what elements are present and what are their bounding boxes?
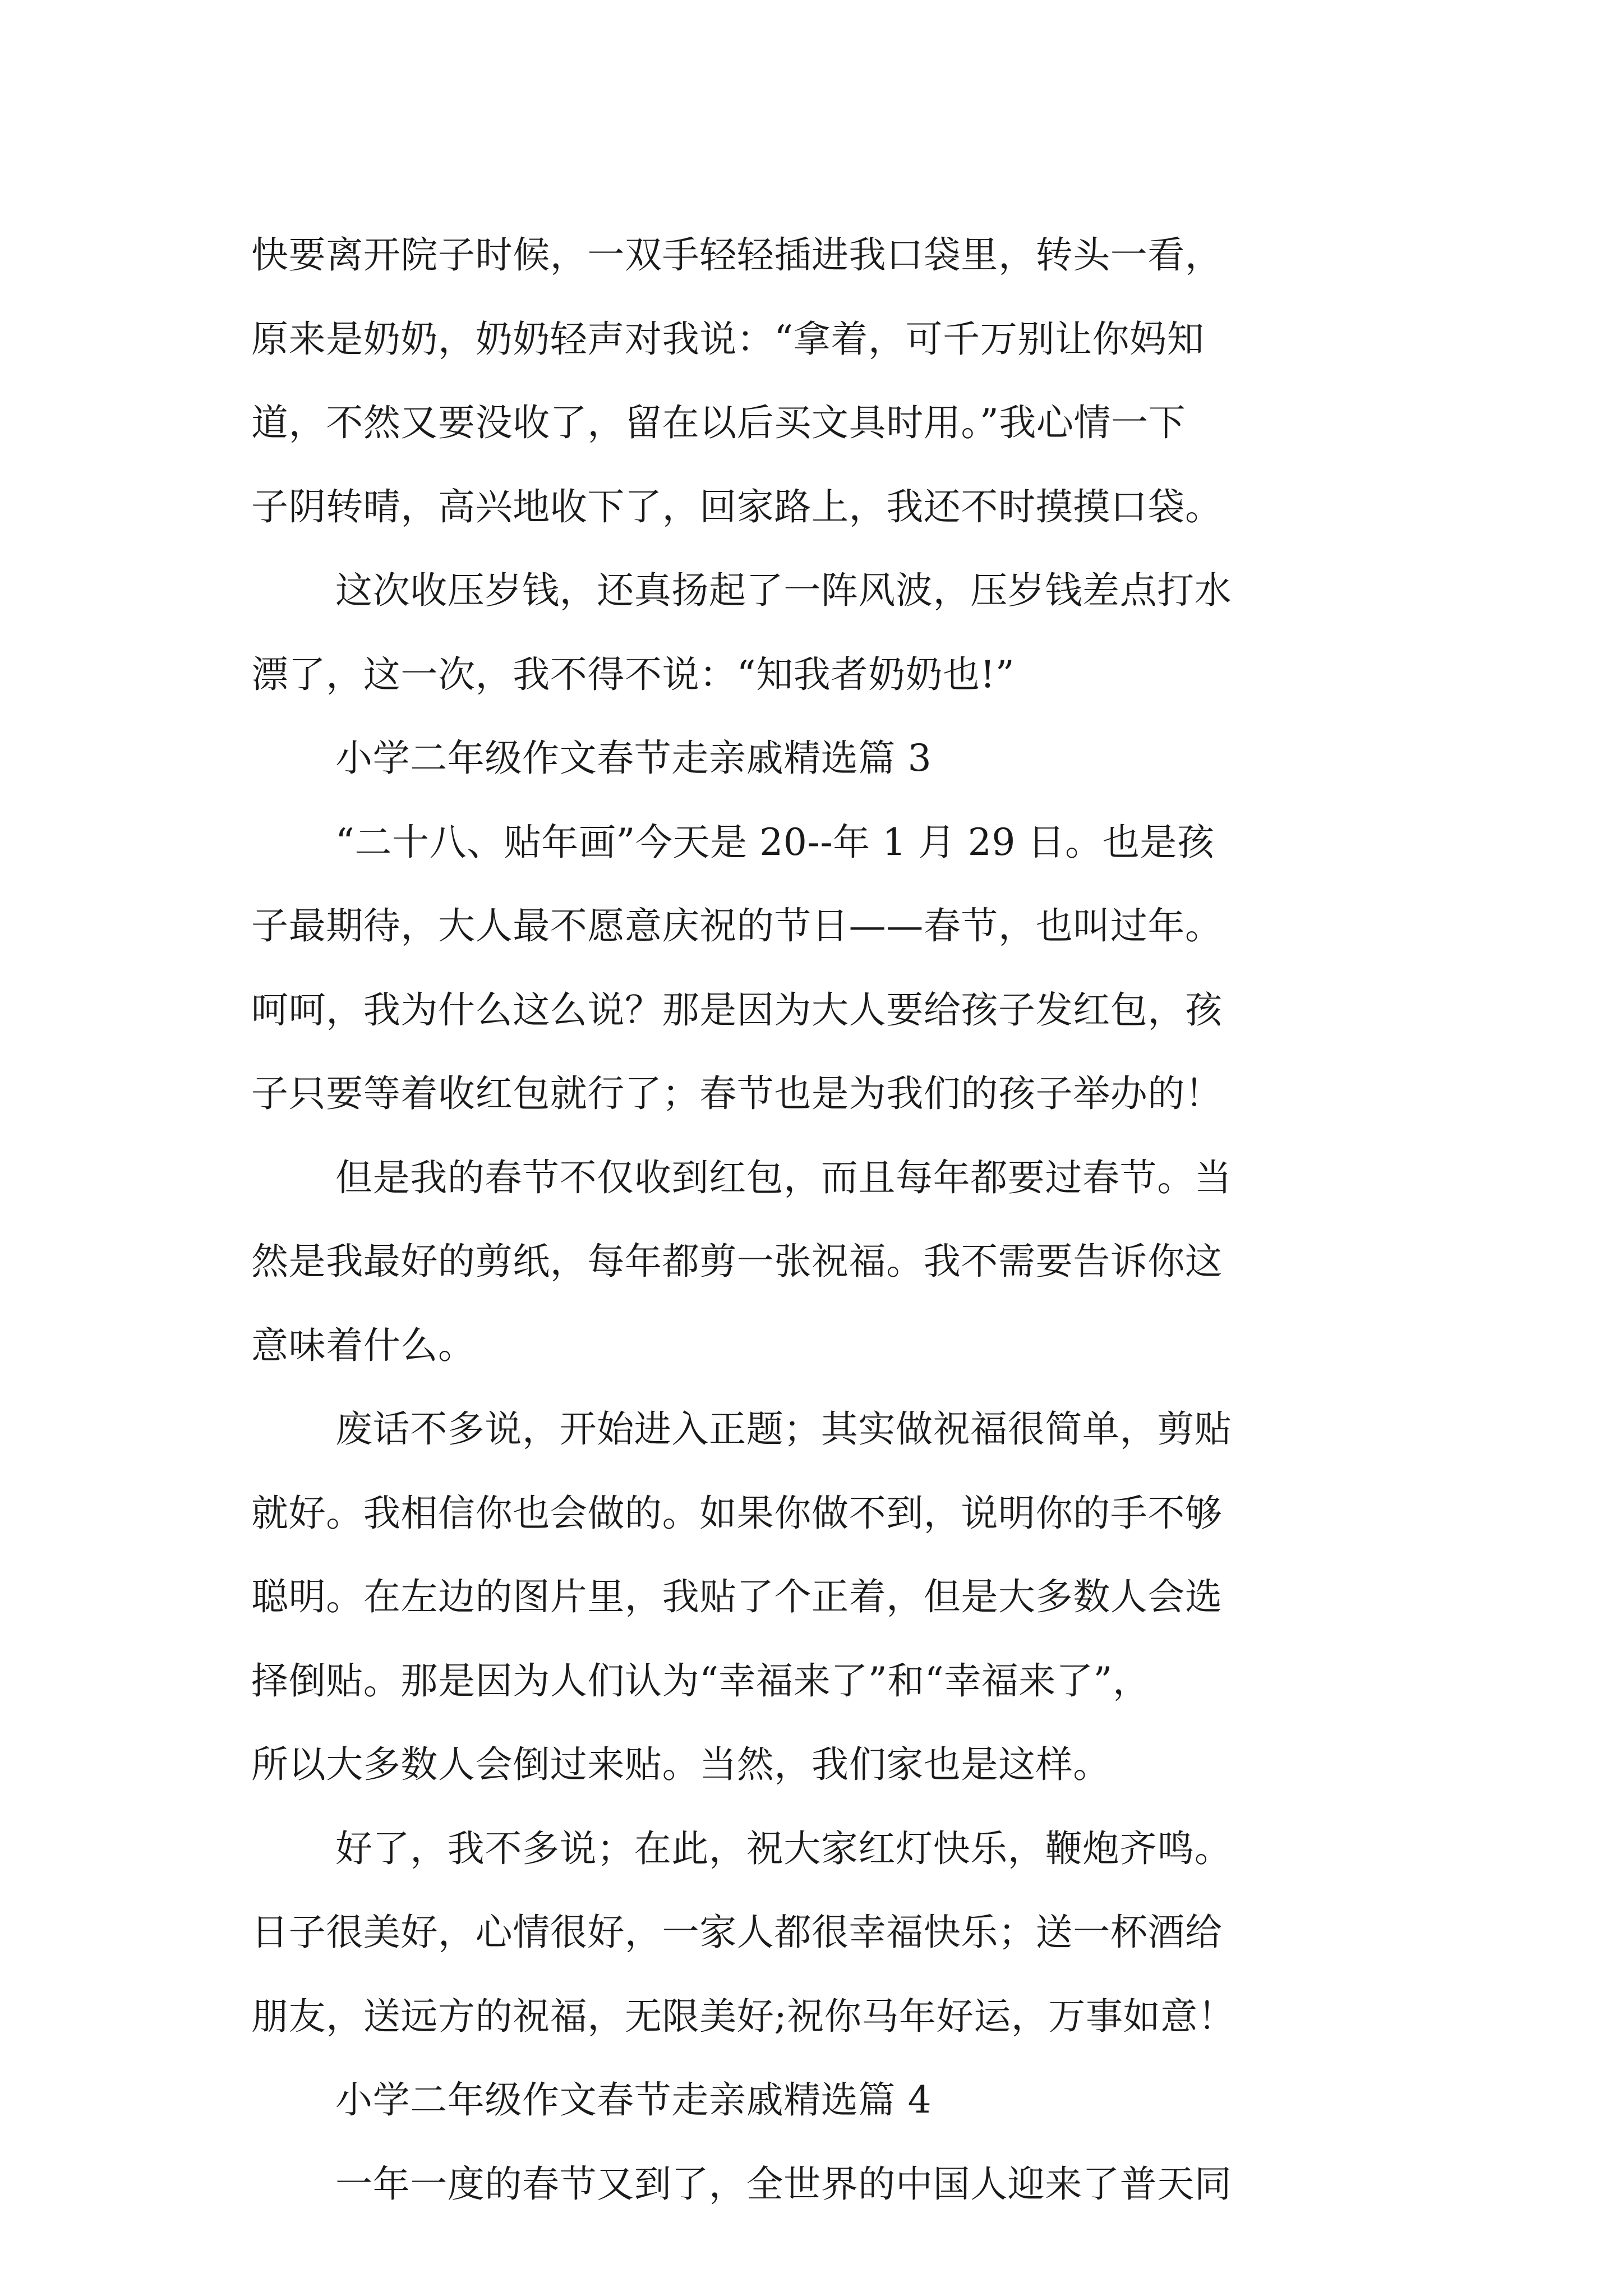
paragraph-line: 子最期待，大人最不愿意庆祝的节日——春节，也叫过年。 bbox=[251, 904, 1223, 947]
paragraph-line: 意味着什么。 bbox=[251, 1323, 476, 1367]
paragraph-line: 聪明。在左边的图片里，我贴了个正着，但是大多数人会选 bbox=[251, 1575, 1223, 1618]
paragraph-line: 好了，我不多说；在此，祝大家红灯快乐，鞭炮齐鸣。 bbox=[335, 1826, 1232, 1870]
paragraph-line: 道，不然又要没收了，留在以后买文具时用。”我心情一下 bbox=[251, 401, 1186, 444]
paragraph-line: 原来是奶奶，奶奶轻声对我说：“拿着，可千万别让你妈知 bbox=[251, 317, 1205, 361]
paragraph-line: 漂了，这一次，我不得不说：“知我者奶奶也!” bbox=[251, 652, 1015, 696]
paragraph-line: 择倒贴。那是因为人们认为“幸福来了”和“幸福来了”， bbox=[251, 1659, 1150, 1703]
paragraph-line: 一年一度的春节又到了，全世界的中国人迎来了普天同 bbox=[335, 2162, 1232, 2206]
paragraph-line: 子阴转晴，高兴地收下了，回家路上，我还不时摸摸口袋。 bbox=[251, 485, 1223, 528]
paragraph-line: 所以大多数人会倒过来贴。当然，我们家也是这样。 bbox=[251, 1743, 1110, 1786]
section-heading: 小学二年级作文春节走亲戚精选篇 3 bbox=[335, 737, 932, 780]
paragraph-line: 这次收压岁钱，还真扬起了一阵风波，压岁钱差点打水 bbox=[335, 569, 1232, 612]
paragraph-line: 快要离开院子时候，一双手轻轻插进我口袋里，转头一看， bbox=[251, 233, 1223, 277]
paragraph-line: 然是我最好的剪纸，每年都剪一张祝福。我不需要告诉你这 bbox=[251, 1240, 1223, 1283]
paragraph-line: 子只要等着收红包就行了；春节也是为我们的孩子举办的！ bbox=[251, 1072, 1223, 1115]
paragraph-line: 呵呵，我为什么这么说？那是因为大人要给孩子发红包，孩 bbox=[251, 988, 1223, 1032]
section-heading: 小学二年级作文春节走亲戚精选篇 4 bbox=[335, 2078, 932, 2122]
paragraph-line: 日子很美好，心情很好，一家人都很幸福快乐；送一杯酒给 bbox=[251, 1911, 1223, 1954]
paragraph-line: 朋友，送远方的祝福，无限美好;祝你马年好运，万事如意！ bbox=[251, 1994, 1235, 2038]
paragraph-line: 但是我的春节不仅收到红包，而且每年都要过春节。当 bbox=[335, 1156, 1232, 1199]
paragraph-line: 废话不多说，开始进入正题；其实做祝福很简单，剪贴 bbox=[335, 1407, 1232, 1451]
paragraph-line: “二十八、贴年画”今天是 20--年 1 月 29 日。也是孩 bbox=[335, 820, 1215, 864]
document-body bbox=[251, 213, 1373, 2226]
paragraph-line: 就好。我相信你也会做的。如果你做不到，说明你的手不够 bbox=[251, 1491, 1223, 1535]
